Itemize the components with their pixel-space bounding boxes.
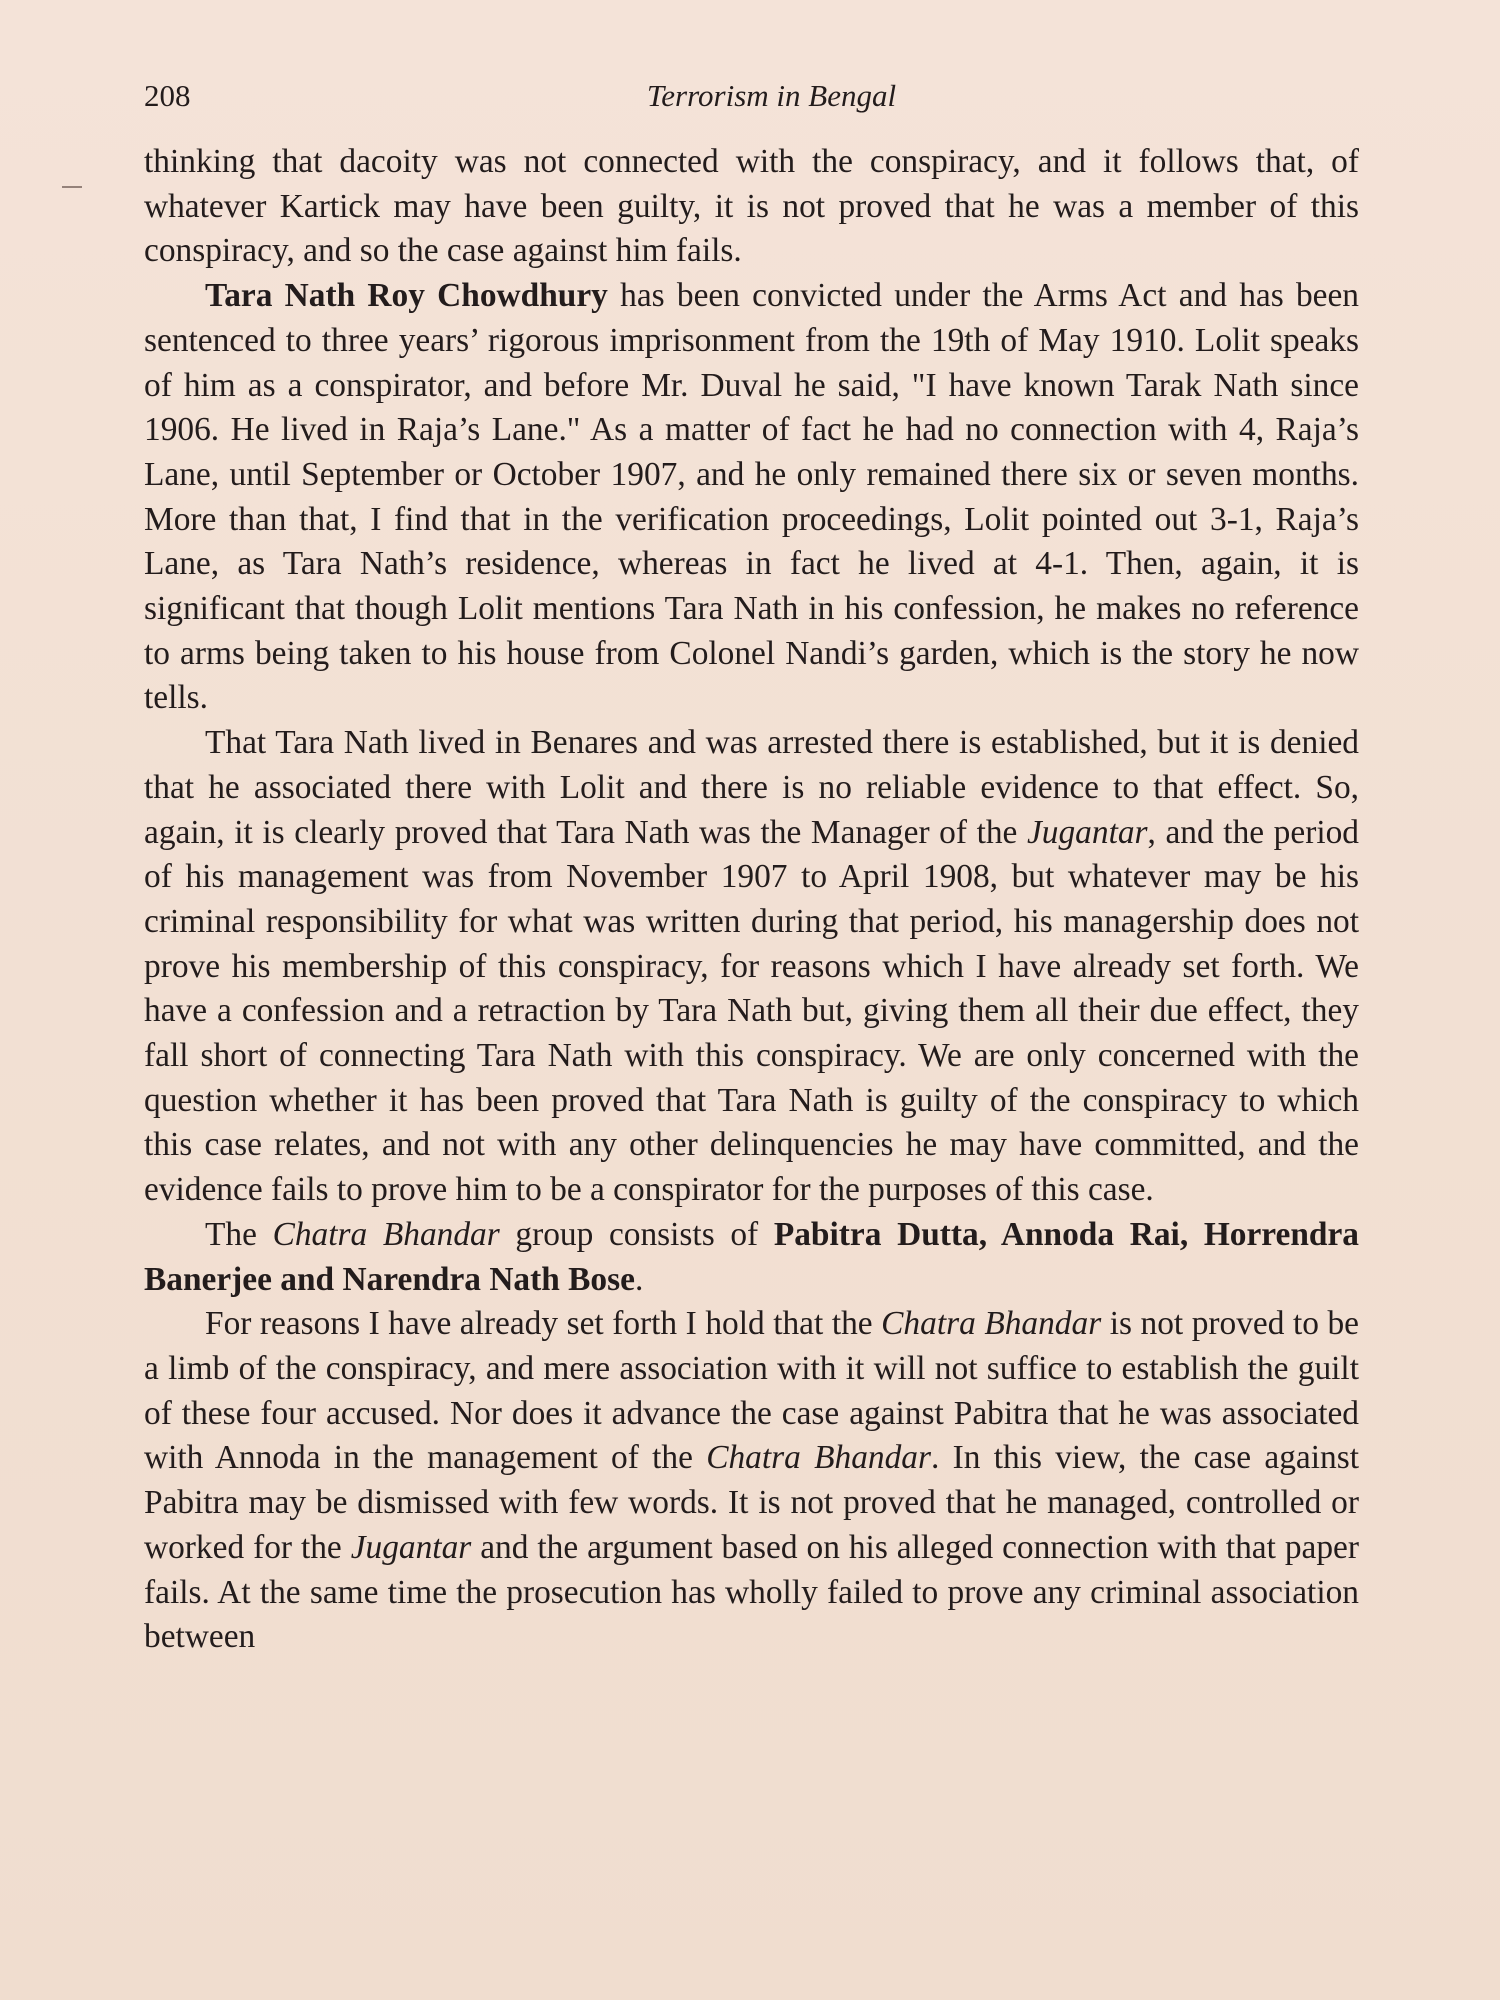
paragraph-text: has been convicted under the Arms Act and has been sentenced to three years’ rigorous imprisonment from the 19th of May 1910. Lolit speaks of him as a conspirator, and before Mr. Duval he said, "I have known Tarak Nath since 1906. He lived in Raja’s Lane." As a matter of fact he had no connection with 4, Raja’s Lane, until September or October 1907, and he only remained there six or seven months. More than that, I find that in the verification proceedings, Lolit pointed out 3-1, Raja’s Lane, as Tara Nath’s residence, whereas in fact he lived at 4-1. Then, again, it is significant that though Lolit mentions Tara Nath in his confession, he makes no reference to arms being taken to his house from Colonel Nandi’s garden, which is the story he now tells. [144, 277, 1359, 717]
paragraph-text: For reasons I have already set forth I hold that the [205, 1305, 882, 1343]
body-text [144, 140, 1359, 1660]
accused-names: Pabitra Dutta, Annoda Rai, Horrendra Banerjee and Narendra Nath Bose [144, 1215, 1360, 1298]
paragraph-text: . [634, 1260, 644, 1298]
paragraph-benares [144, 721, 1359, 1213]
paragraph-tara-nath [144, 274, 1359, 721]
newspaper-title: Jugantar [1026, 813, 1148, 851]
paragraph-pabitra [144, 1302, 1359, 1660]
paragraph-text: . In this view, the case against Pabitra may be dismissed with few words. It is not proved that he managed, controlled or worked for the [144, 1439, 1359, 1566]
paragraph-text: The [205, 1215, 273, 1253]
paragraph-text: group consists of [499, 1215, 774, 1253]
paragraph-text: thinking that dacoity was not connected with the conspiracy, and it follows that, of whatever Kartick may have been guilty, it is not proved that he was a member of this conspiracy, and so the case against him fails. [144, 143, 1359, 270]
accused-name: Tara Nath Roy Chowdhury [205, 277, 608, 315]
paragraph-text: is not proved to be a limb of the conspiracy, and mere association with it will not suffice to establish the guilt of these four accused. Nor does it advance the case against Pabitra that he was associated with Annoda in the management of the [144, 1305, 1360, 1477]
running-title: Terrorism in Bengal [646, 78, 897, 113]
margin-pencil-mark [62, 186, 82, 188]
newspaper-title: Jugantar [350, 1528, 472, 1566]
paragraph-text: and the argument based on his alleged connection with that paper fails. At the same time the prosecution has wholly failed to prove any criminal association between [144, 1528, 1359, 1656]
group-title: Chatra Bhandar [881, 1305, 1102, 1343]
group-title: Chatra Bhandar [272, 1215, 500, 1253]
paragraph-kartick [144, 140, 1359, 274]
page-number: 208 [144, 78, 191, 113]
paragraph-text: That Tara Nath lived in Benares and was arrested there is established, but it is denied that he associated there with Lolit and there is no reliable evidence to that effect. So, again, it is clearly proved that Tara Nath was the Manager of the [144, 724, 1359, 851]
group-title: Chatra Bhandar [706, 1439, 931, 1477]
paragraph-text: , and the period of his management was from November 1907 to April 1908, but whatever may be his criminal responsibility for what was written during that period, his managership does not prove his membership of this conspiracy, for reasons which I have already set forth. We have a confession and a retraction by Tara Nath but, giving them all their due effect, they fall short of connecting Tara Nath with this conspiracy. We are only concerned with the question whether it has been proved that Tara Nath is guilty of the conspiracy to which this case relates, and not with any other delinquencies he may have committed, and the evidence fails to prove him to be a conspirator for the purposes of this case. [144, 813, 1359, 1209]
paragraph-chatra-group [144, 1213, 1359, 1302]
running-head [144, 74, 1359, 118]
